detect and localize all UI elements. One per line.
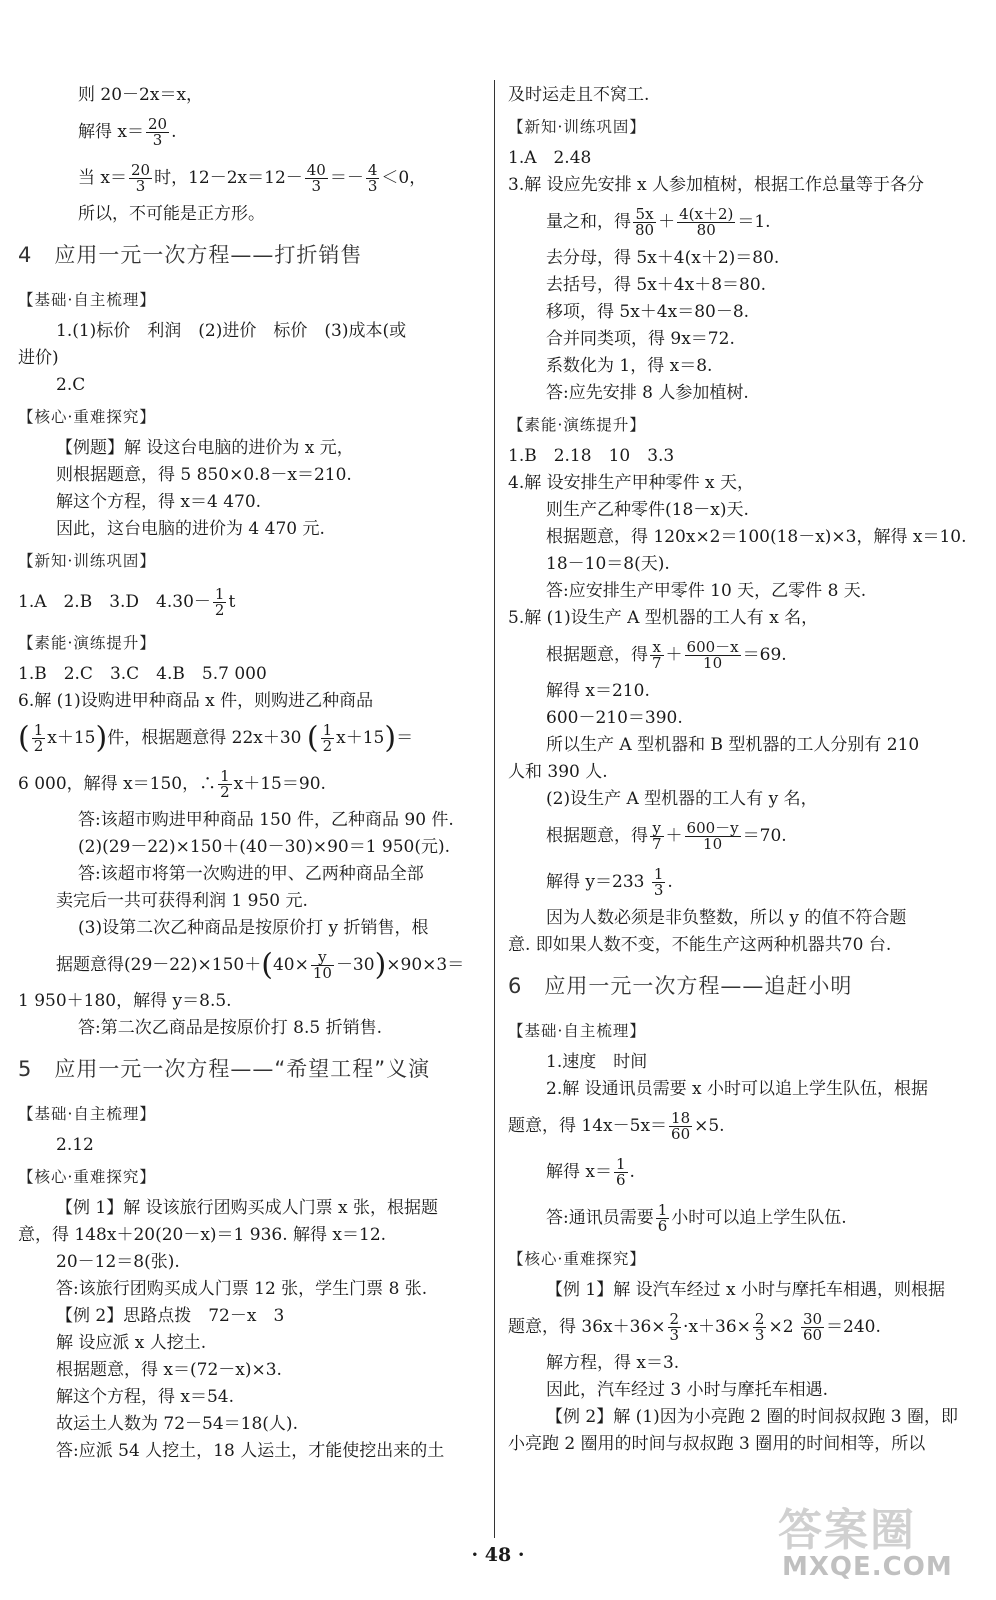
text-line: 因为人数必须是非负整数，所以 y 的值不符合题 — [546, 908, 907, 928]
text-line: 1 950＋180，解得 y＝8.5. — [18, 991, 232, 1011]
math-line — [18, 579, 488, 625]
fraction — [668, 1312, 682, 1343]
text-line: 合并同类项，得 9x＝72. — [546, 329, 735, 349]
text-line: 【例 1】解 设汽车经过 x 小时与摩托车相遇，则根据 — [546, 1280, 946, 1300]
subsection-label: 【素能·演练提升】 — [18, 634, 156, 652]
denominator: 3 — [367, 177, 378, 195]
denominator: 10 — [703, 654, 723, 672]
bracket: ( — [18, 720, 30, 756]
text-line: 3.解 设应先安排 x 人参加植树，根据工作总量等于各分 — [508, 175, 925, 195]
numerator: 30 — [802, 1310, 823, 1328]
text-fragment: 量之和，得 — [546, 212, 631, 232]
column-divider — [494, 80, 495, 1538]
left-column — [18, 82, 488, 1465]
text-line: 1.A 2.48 — [508, 148, 592, 168]
numerator: 600－x — [686, 638, 739, 656]
text-fragment: ×90×3＝ — [386, 955, 465, 975]
text-fragment: . — [667, 872, 673, 892]
text-line: 答:应安排生产甲零件 10 天，乙零件 8 天. — [546, 581, 867, 601]
text-line: 意. 即如果人数不变，不能生产这两种机器共70 台. — [508, 935, 892, 955]
fraction — [685, 821, 741, 852]
fraction — [685, 640, 741, 671]
text-line: 5.解 (1)设生产 A 型机器的工人有 x 名， — [508, 608, 819, 628]
text-fragment: ＝70. — [742, 826, 787, 846]
denominator: 80 — [635, 221, 655, 239]
math-line — [508, 1103, 978, 1149]
fraction — [650, 821, 664, 852]
math-line — [508, 1149, 978, 1195]
denominator: 2 — [214, 601, 225, 619]
numerator: x — [650, 640, 664, 656]
math-line — [18, 155, 488, 201]
denominator: 3 — [135, 177, 146, 195]
text-fragment: ＝240. — [826, 1317, 881, 1337]
text-fragment: 时，12－2x＝12－ — [154, 168, 303, 188]
fraction — [366, 163, 380, 194]
page-number: · 48 · — [471, 1544, 525, 1566]
math-line — [508, 813, 978, 859]
text-line: 2.12 — [56, 1135, 94, 1155]
numerator: 2 — [669, 1310, 680, 1328]
fraction — [218, 769, 232, 800]
numerator: y — [650, 821, 664, 837]
text-line: 【例 2】解 (1)因为小亮跑 2 圈的时间叔叔跑 3 圈，即 — [546, 1407, 958, 1427]
watermark-text: 答案圈 — [778, 1505, 916, 1556]
numerator: 20 — [131, 161, 151, 179]
bracket: ) — [374, 947, 387, 983]
text-line: (2)(29－22)×150＋(40－30)×90＝1 950(元). — [78, 837, 451, 857]
text-line: 则生产乙种零件(18－x)天. — [546, 500, 749, 520]
fraction — [311, 950, 334, 981]
section-heading: 5 应用一元一次方程——“希望工程”义演 — [18, 1057, 431, 1081]
text-line: 6.解 (1)设购进甲种商品 x 件，则购进乙种商品 — [18, 691, 374, 711]
text-fragment: 当 x＝ — [78, 168, 127, 188]
text-fragment: 解得 x＝ — [78, 122, 144, 142]
fraction — [656, 1203, 670, 1234]
text-fragment: 小时可以追上学生队伍. — [671, 1208, 847, 1228]
text-fragment: 40× — [272, 955, 309, 975]
numerator: 2 — [754, 1310, 765, 1328]
fraction — [129, 163, 152, 194]
numerator: 18 — [671, 1109, 691, 1127]
fraction — [652, 867, 666, 898]
text-fragment: 6 000，解得 x＝150，∴ — [18, 774, 217, 794]
math-line — [508, 199, 978, 245]
text-line: 1.速度 时间 — [546, 1052, 648, 1072]
denominator: 6 — [657, 1217, 668, 1235]
denominator: 3 — [152, 131, 163, 149]
text-fragment: ×2 — [768, 1317, 799, 1337]
text-fragment: ＋ — [665, 826, 683, 846]
text-fragment: ＋ — [658, 212, 676, 232]
text-fragment: 题意，得 36x＋36× — [508, 1317, 666, 1337]
text-line: 【例题】解 设这台电脑的进价为 x 元， — [56, 438, 354, 458]
text-fragment: x＋15 — [336, 728, 385, 748]
text-fragment: ＝－ — [329, 168, 364, 188]
fraction — [669, 1111, 692, 1142]
text-line: 4.解 设安排生产甲种零件 x 天， — [508, 473, 755, 493]
subsection-label: 【核心·重难探究】 — [18, 1168, 156, 1186]
text-fragment: ＝69. — [742, 645, 787, 665]
denominator: 60 — [671, 1125, 691, 1143]
text-fragment: ＋ — [665, 645, 683, 665]
text-fragment: 件，根据题意得 22x＋30 — [107, 728, 307, 748]
text-line: 卖完后一共可获得利润 1 950 元. — [56, 891, 308, 911]
text-line: 答:第二次乙商品是按原价打 8.5 折销售. — [78, 1018, 382, 1038]
text-line: 人和 390 人. — [508, 762, 608, 782]
numerator: 600－y — [686, 819, 739, 837]
math-line — [18, 761, 488, 807]
denominator: 3 — [653, 881, 664, 899]
text-line: 2.C — [56, 375, 86, 395]
text-line: 移项，得 5x＋4x＝80－8. — [546, 302, 750, 322]
math-line — [508, 1195, 978, 1241]
text-line: 【例 1】解 设该旅行团购买成人门票 x 张，根据题 — [56, 1198, 439, 1218]
text-fragment: t — [228, 592, 236, 612]
math-line — [18, 109, 488, 155]
fraction — [321, 723, 335, 754]
denominator: 2 — [33, 737, 44, 755]
numerator: 1 — [214, 585, 225, 603]
text-line: 去括号，得 5x＋4x＋8＝80. — [546, 275, 767, 295]
text-line: 所以，不可能是正方形。 — [78, 204, 265, 224]
numerator: 1 — [653, 865, 664, 883]
text-fragment: ·x＋36× — [683, 1317, 751, 1337]
numerator: 5x — [633, 207, 656, 223]
text-line: 去分母，得 5x＋4(x＋2)＝80. — [546, 248, 780, 268]
text-fragment: 根据题意，得 — [546, 826, 648, 846]
text-fragment: ×5. — [694, 1116, 725, 1136]
section-heading: 4 应用一元一次方程——打折销售 — [18, 243, 363, 267]
text-line: 解 设应派 x 人挖土. — [56, 1333, 207, 1353]
subsection-label: 【新知·训练巩固】 — [18, 552, 156, 570]
text-fragment: 解得 x＝ — [546, 1162, 612, 1182]
text-fragment: ＜0， — [381, 168, 427, 188]
fraction — [32, 723, 46, 754]
text-line: 答:该超市将第一次购进的甲、乙两种商品全部 — [78, 864, 424, 884]
text-fragment: x＋15 — [47, 728, 96, 748]
text-line: 【例 2】思路点拨 72－x 3 — [56, 1306, 285, 1326]
denominator: 10 — [703, 835, 723, 853]
bracket: ( — [261, 947, 273, 983]
text-fragment: . — [171, 122, 177, 142]
text-line: 根据题意，得 120x×2＝100(18－x)×3，解得 x＝10. — [546, 527, 967, 547]
math-line — [508, 1304, 978, 1350]
text-line: 小亮跑 2 圈用的时间与叔叔跑 3 圈用的时间相等，所以 — [508, 1434, 926, 1454]
denominator: 6 — [616, 1171, 626, 1189]
text-fragment: 据题意得(29－22)×150＋ — [56, 955, 262, 975]
right-column — [508, 82, 978, 1458]
numerator: y — [311, 950, 334, 966]
subsection-label: 【核心·重难探究】 — [508, 1250, 646, 1268]
text-line: 答:该旅行团购买成人门票 12 张，学生门票 8 张. — [56, 1279, 428, 1299]
fraction — [801, 1312, 824, 1343]
text-fragment: 解得 y＝233 — [546, 872, 650, 892]
text-fragment: －30 — [335, 955, 375, 975]
numerator: 4(x＋2) — [679, 205, 734, 223]
watermark-logo — [778, 1494, 988, 1594]
text-fragment: 根据题意，得 — [546, 645, 648, 665]
subsection-label: 【核心·重难探究】 — [18, 408, 156, 426]
text-line: 所以生产 A 型机器和 B 型机器的工人分别有 210 — [546, 735, 920, 755]
denominator: 2 — [220, 783, 230, 801]
text-line: 600－210＝390. — [546, 708, 683, 728]
denominator: 3 — [669, 1326, 680, 1344]
denominator: 80 — [696, 221, 716, 239]
denominator: 2 — [322, 737, 333, 755]
text-line: 因此，这台电脑的进价为 4 470 元. — [56, 519, 325, 539]
text-line: (2)设生产 A 型机器的工人有 y 名， — [546, 789, 818, 809]
text-fragment: 答:通讯员需要 — [546, 1208, 654, 1228]
text-line: 1.(1)标价 利润 (2)进价 标价 (3)成本(或 — [56, 321, 407, 341]
math-line — [18, 715, 488, 761]
text-line: 2.解 设通讯员需要 x 小时可以追上学生队伍，根据 — [546, 1079, 929, 1099]
bracket: ) — [384, 720, 397, 756]
text-line: 答:应先安排 8 人参加植树. — [546, 383, 749, 403]
denominator: 3 — [311, 177, 322, 195]
denominator: 10 — [312, 964, 332, 982]
text-fragment: ＝1. — [737, 212, 771, 232]
text-line: 意，得 148x＋20(20－x)＝1 936. 解得 x＝12. — [18, 1225, 387, 1245]
subsection-label: 【基础·自主梳理】 — [18, 1105, 156, 1123]
text-line: 18－10＝8(天). — [546, 554, 670, 574]
denominator: 7 — [652, 835, 662, 853]
bracket: ) — [95, 720, 108, 756]
text-line: 20－12＝8(张). — [56, 1252, 180, 1272]
text-fragment: . — [629, 1162, 635, 1182]
text-line: 根据题意，得 x＝(72－x)×3. — [56, 1360, 282, 1380]
text-line: 因此，汽车经过 3 小时与摩托车相遇. — [546, 1380, 829, 1400]
denominator: 60 — [802, 1326, 823, 1344]
numerator: 1 — [322, 721, 333, 739]
bracket: ( — [306, 720, 319, 756]
numerator: 1 — [616, 1155, 626, 1173]
text-fragment: x＋15＝90. — [233, 774, 326, 794]
subsection-label: 【素能·演练提升】 — [508, 416, 646, 434]
text-line: 故运土人数为 72－54＝18(人). — [56, 1414, 298, 1434]
fraction — [753, 1312, 767, 1343]
text-fragment: 1.A 2.B 3.D 4.30－ — [18, 592, 211, 612]
text-line: 解这个方程，得 x＝54. — [56, 1387, 235, 1407]
fraction — [213, 587, 227, 618]
text-line: 则根据题意，得 5 850×0.8－x＝210. — [56, 465, 352, 485]
math-line — [508, 859, 978, 905]
text-line: 解方程，得 x＝3. — [546, 1353, 680, 1373]
fraction — [305, 163, 328, 194]
numerator: 20 — [148, 115, 168, 133]
fraction — [650, 640, 664, 671]
numerator: 1 — [33, 721, 44, 739]
fraction — [677, 207, 735, 238]
subsection-label: 【基础·自主梳理】 — [508, 1022, 646, 1040]
text-line: 1.B 2.18 10 3.3 — [508, 446, 675, 466]
text-line: 及时运走且不窝工. — [508, 85, 650, 105]
text-line: 系数化为 1，得 x＝8. — [546, 356, 713, 376]
numerator: 4 — [367, 161, 378, 179]
text-line: (3)设第二次乙种商品是按原价打 y 折销售，根 — [78, 918, 429, 938]
fraction — [633, 207, 656, 238]
text-line: 进价) — [18, 348, 59, 368]
text-line: 解得 x＝210. — [546, 681, 650, 701]
text-line: 1.B 2.C 3.C 4.B 5.7 000 — [18, 664, 267, 684]
text-line: 答:该超市购进甲种商品 150 件，乙种商品 90 件. — [78, 810, 454, 830]
watermark-url: MXQE.COM — [782, 1552, 953, 1582]
subsection-label: 【基础·自主梳理】 — [18, 291, 156, 309]
subsection-label: 【新知·训练巩固】 — [508, 118, 646, 136]
math-line — [18, 942, 488, 988]
text-fragment: 题意，得 14x－5x＝ — [508, 1116, 668, 1136]
text-fragment: ＝ — [396, 728, 414, 748]
text-line: 解这个方程，得 x＝4 470. — [56, 492, 262, 512]
numerator: 1 — [220, 767, 230, 785]
text-line: 答:应派 54 人挖土，18 人运土，才能使挖出来的土 — [56, 1441, 445, 1461]
numerator: 40 — [306, 161, 326, 179]
denominator: 3 — [754, 1326, 765, 1344]
math-line — [508, 632, 978, 678]
section-heading: 6 应用一元一次方程——追赶小明 — [508, 974, 853, 998]
text-line: 则 20－2x＝x， — [78, 85, 204, 105]
numerator: 1 — [657, 1201, 668, 1219]
denominator: 7 — [652, 654, 662, 672]
fraction — [146, 117, 169, 148]
fraction — [614, 1157, 628, 1188]
